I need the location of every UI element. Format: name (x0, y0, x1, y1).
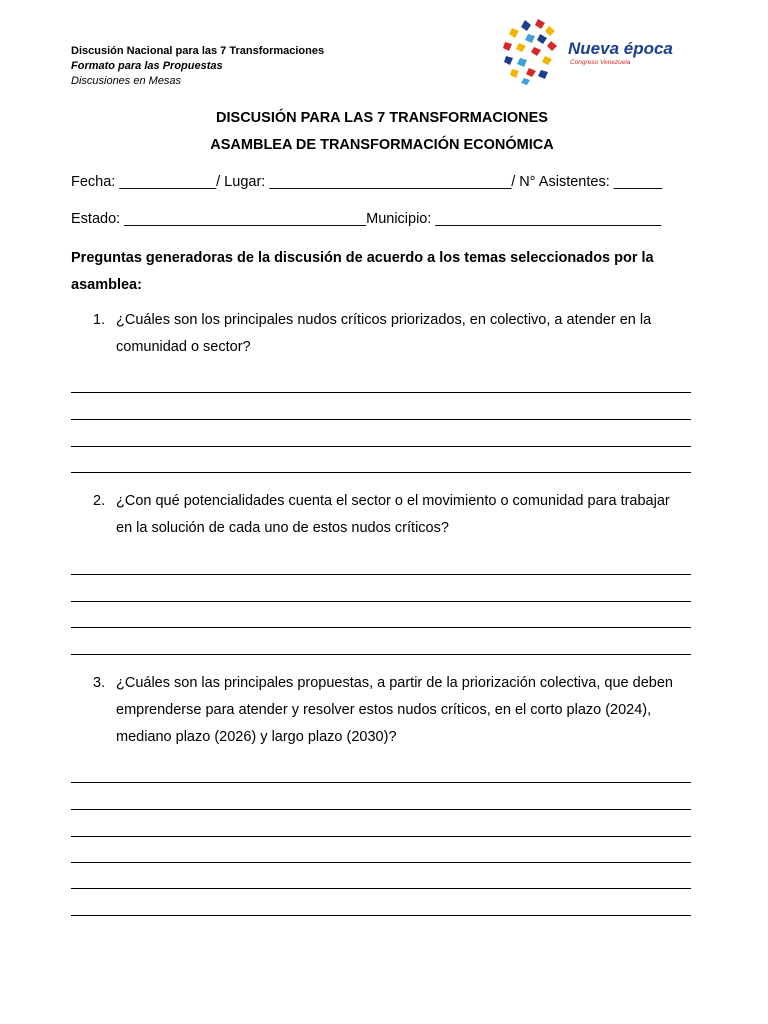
logo-text: Nueva época (568, 39, 673, 58)
answer-line[interactable] (71, 392, 691, 393)
question-text: ¿Cuáles son las principales propuestas, a partir de la priorización colectiva, que deben emprenderse para atender y resolver estos nudos críticos, en el corto plazo (2024), mediano plazo (2026) y largo plazo (2030)? (116, 675, 673, 745)
answer-line[interactable] (71, 836, 691, 837)
answer-line[interactable] (71, 862, 691, 863)
logo-subtext: Congreso Venezuela (570, 59, 631, 66)
answer-line[interactable] (71, 654, 691, 655)
logo-star-mark (503, 19, 557, 85)
answer-line[interactable] (71, 601, 691, 602)
intro-text: Preguntas generadoras de la discusión de acuerdo a los temas seleccionados por la asamblea: (71, 250, 654, 293)
estado-municipio-field[interactable]: Estado: ______________________________Municipio: ____________________________ (71, 211, 662, 227)
answer-line[interactable] (71, 472, 691, 473)
header-subtitle: Formato para las Propuestas (71, 60, 223, 72)
document-subtitle: ASAMBLEA DE TRANSFORMACIÓN ECONÓMICA (210, 137, 554, 153)
answer-line[interactable] (71, 446, 691, 447)
answer-line[interactable] (71, 809, 691, 810)
answer-line[interactable] (71, 574, 691, 575)
question-text: ¿Con qué potencialidades cuenta el sector o el movimiento o comunidad para trabajar en la solución de cada uno de estos nudos críticos? (116, 493, 670, 536)
answer-line[interactable] (71, 627, 691, 628)
question-number: 1. (93, 312, 106, 328)
question-text: ¿Cuáles son los principales nudos críticos priorizados, en colectivo, a atender en la comunidad o sector? (116, 312, 652, 355)
fecha-lugar-asistentes-field[interactable]: Fecha: ____________/ Lugar: ______________________________/ N° Asistentes: ______ (71, 174, 663, 190)
answer-line[interactable] (71, 888, 691, 889)
answer-line[interactable] (71, 915, 691, 916)
answer-line[interactable] (71, 419, 691, 420)
nueva-epoca-logo (498, 16, 673, 86)
answer-line[interactable] (71, 782, 691, 783)
header-title: Discusión Nacional para las 7 Transformaciones (71, 45, 325, 57)
question-number: 3. (93, 675, 106, 691)
document-title: DISCUSIÓN PARA LAS 7 TRANSFORMACIONES (216, 110, 548, 126)
header-note: Discusiones en Mesas (71, 75, 182, 87)
question-number: 2. (93, 493, 106, 509)
